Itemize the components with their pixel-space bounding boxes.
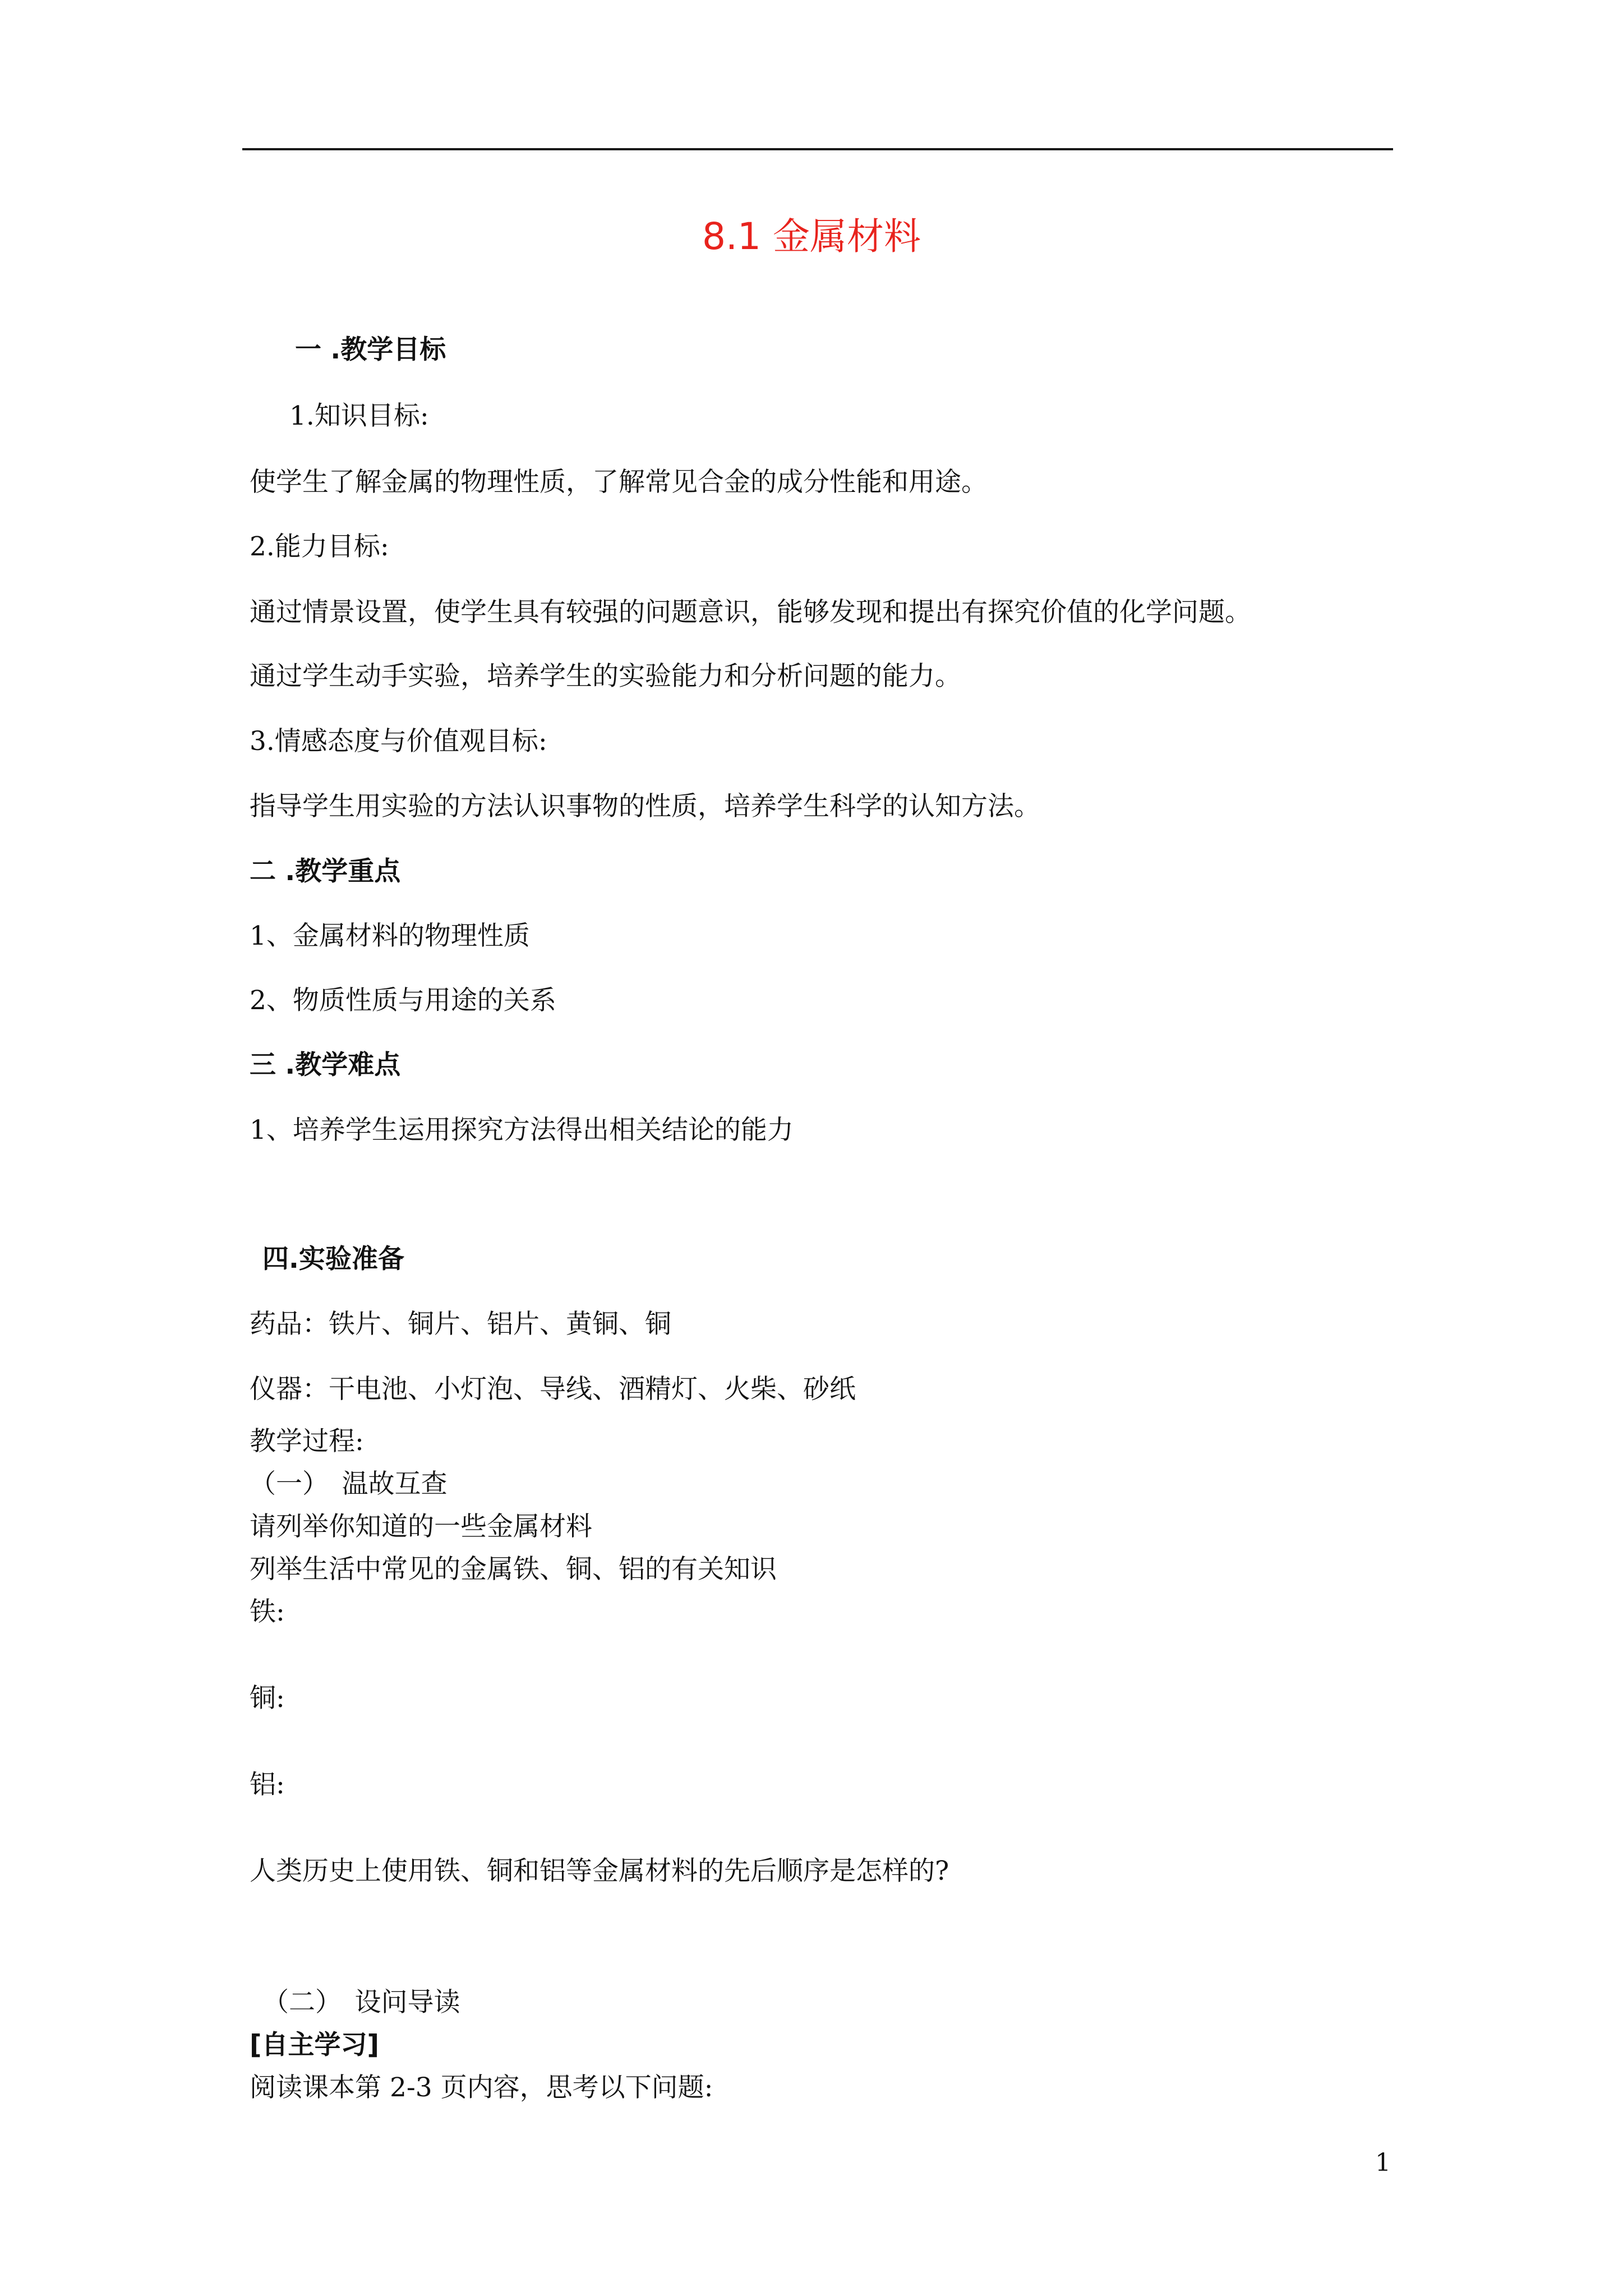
- section-heading-objectives: 一 .教学目标: [295, 334, 446, 365]
- attitude-objective-text: 指导学生用实验的方法认识事物的性质，培养学生科学的认知方法。: [250, 791, 1040, 822]
- key-point-2: 2、物质性质与用途的关系: [250, 985, 556, 1016]
- instruments-list: 仪器：干电池、小灯泡、导线、酒精灯、火柴、砂纸: [250, 1374, 856, 1405]
- attitude-objective-label: 3.情感态度与价值观目标:: [250, 726, 547, 757]
- reading-task: 阅读课本第 2-3 页内容，思考以下问题:: [250, 2072, 713, 2103]
- page-number: 1: [1375, 2148, 1391, 2177]
- copper-label: 铜:: [250, 1683, 285, 1714]
- difficulty-1: 1、培养学生运用探究方法得出相关结论的能力: [250, 1115, 794, 1145]
- ability-objective-text-a: 通过情景设置，使学生具有较强的问题意识，能够发现和提出有探究价值的化学问题。: [250, 597, 1251, 628]
- header-rule: [242, 148, 1393, 150]
- part-one-question-2: 列举生活中常见的金属铁、铜、铝的有关知识: [250, 1554, 777, 1585]
- knowledge-objective-label: 1.知识目标:: [289, 401, 429, 431]
- ability-objective-label: 2.能力目标:: [250, 531, 389, 562]
- knowledge-objective-text: 使学生了解金属的物理性质，了解常见合金的成分性能和用途。: [250, 467, 988, 498]
- part-one-heading: （一） 温故互查: [250, 1469, 448, 1499]
- part-two-heading: （二） 设问导读: [262, 1987, 460, 2018]
- section-heading-preparation: 四.实验准备: [262, 1244, 404, 1274]
- aluminum-label: 铝:: [250, 1769, 285, 1800]
- key-point-1: 1、金属材料的物理性质: [250, 921, 530, 951]
- teaching-process-label: 教学过程:: [250, 1426, 364, 1457]
- drugs-list: 药品：铁片、铜片、铝片、黄铜、铜: [250, 1309, 671, 1340]
- section-heading-difficulties: 三 .教学难点: [250, 1050, 401, 1080]
- ability-objective-text-b: 通过学生动手实验，培养学生的实验能力和分析问题的能力。: [250, 661, 961, 692]
- part-one-question-1: 请列举你知道的一些金属材料: [250, 1511, 592, 1542]
- iron-label: 铁:: [250, 1596, 285, 1627]
- history-question: 人类历史上使用铁、铜和铝等金属材料的先后顺序是怎样的?: [250, 1856, 949, 1887]
- document-title: 8.1 金属材料: [702, 215, 921, 258]
- self-study-label: [自主学习]: [250, 2030, 379, 2060]
- section-heading-key-points: 二 .教学重点: [250, 856, 401, 887]
